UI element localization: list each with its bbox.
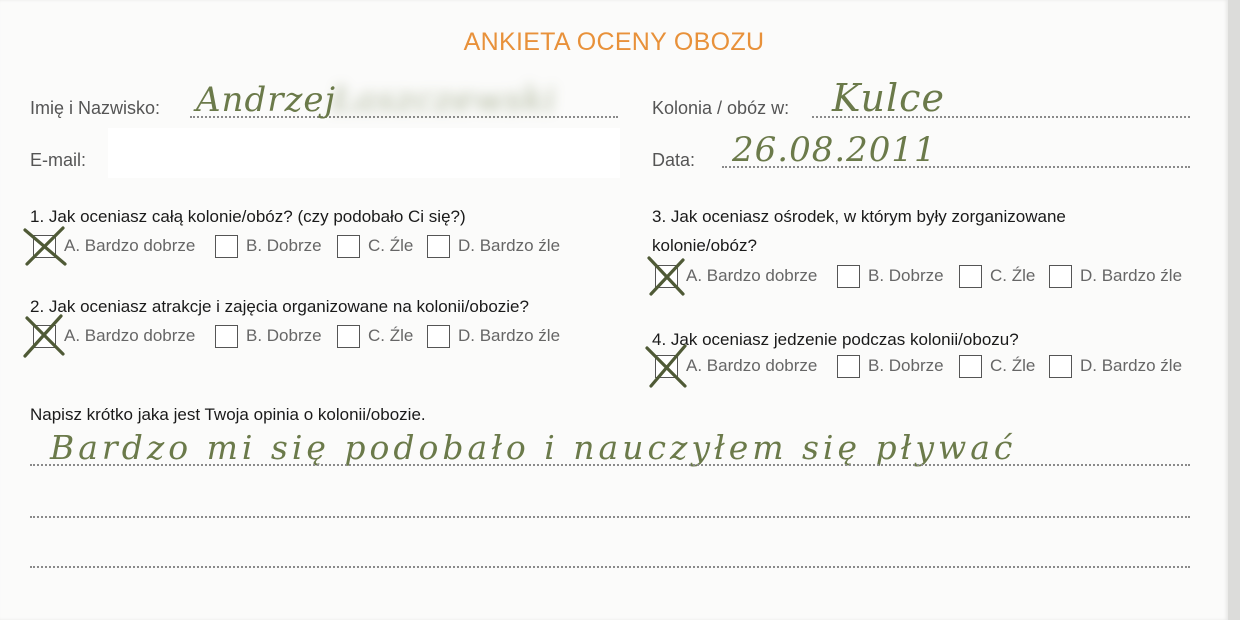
checkbox[interactable] <box>337 235 360 258</box>
camp-handwritten[interactable]: Kulce <box>832 76 945 120</box>
question-4-options: A. Bardzo dobrze B. Dobrze C. Źle D. Bardzo źle <box>655 355 1195 381</box>
cross-mark-icon <box>21 314 69 358</box>
question-3-options: A. Bardzo dobrze B. Dobrze C. Źle D. Bardzo źle <box>655 265 1195 291</box>
opinion-prompt: Napisz krótko jaka jest Twoja opinia o kolonii/obozie. <box>30 405 426 424</box>
checkbox[interactable] <box>1049 355 1072 378</box>
checkbox[interactable] <box>427 235 450 258</box>
name-handwritten[interactable]: Andrzej <box>196 80 337 120</box>
question-1-options: A. Bardzo dobrze B. Dobrze C. Źle D. Bardzo źle <box>33 235 593 261</box>
cross-mark-icon <box>643 344 691 388</box>
camp-label: Kolonia / obóz w: <box>652 98 790 118</box>
checkbox[interactable] <box>215 325 238 348</box>
checkbox[interactable] <box>1049 265 1072 288</box>
checkbox[interactable] <box>959 265 982 288</box>
checkbox[interactable] <box>959 355 982 378</box>
checkbox[interactable] <box>427 325 450 348</box>
cross-mark-icon <box>21 224 69 268</box>
opinion-line-2 <box>30 516 1190 518</box>
question-2-text: 2. Jak oceniasz atrakcje i zajęcia organizowane na kolonii/obozie? <box>30 297 529 316</box>
checkbox[interactable] <box>837 355 860 378</box>
cross-mark-icon <box>643 254 691 298</box>
question-3-text: 3. Jak oceniasz ośrodek, w którym były zorganizowane kolonie/obóz? <box>652 207 1066 255</box>
name-label: Imię i Nazwisko: <box>30 98 161 118</box>
email-field[interactable] <box>108 128 620 178</box>
opinion-handwritten[interactable]: Bardzo mi się podobało i nauczyłem się pływać <box>50 428 1017 467</box>
name-redacted-surname: Łaszczewski <box>332 80 557 120</box>
checkbox[interactable] <box>337 325 360 348</box>
checkbox[interactable] <box>837 265 860 288</box>
date-handwritten[interactable]: 26.08.2011 <box>732 130 937 170</box>
date-label: Data: <box>652 150 696 170</box>
opinion-line-3 <box>30 566 1190 568</box>
opinion-line-1 <box>30 464 1190 466</box>
email-label: E-mail: <box>30 150 87 170</box>
question-1-text: 1. Jak oceniasz całą kolonie/obóz? (czy podobało Ci się?) <box>30 207 466 226</box>
checkbox[interactable] <box>215 235 238 258</box>
form-title: ANKIETA OCENY OBOZU <box>463 28 765 56</box>
question-4-text: 4. Jak oceniasz jedzenie podczas kolonii/obozu? <box>652 330 1019 349</box>
question-2-options: A. Bardzo dobrze B. Dobrze C. Źle D. Bardzo źle <box>33 325 593 351</box>
